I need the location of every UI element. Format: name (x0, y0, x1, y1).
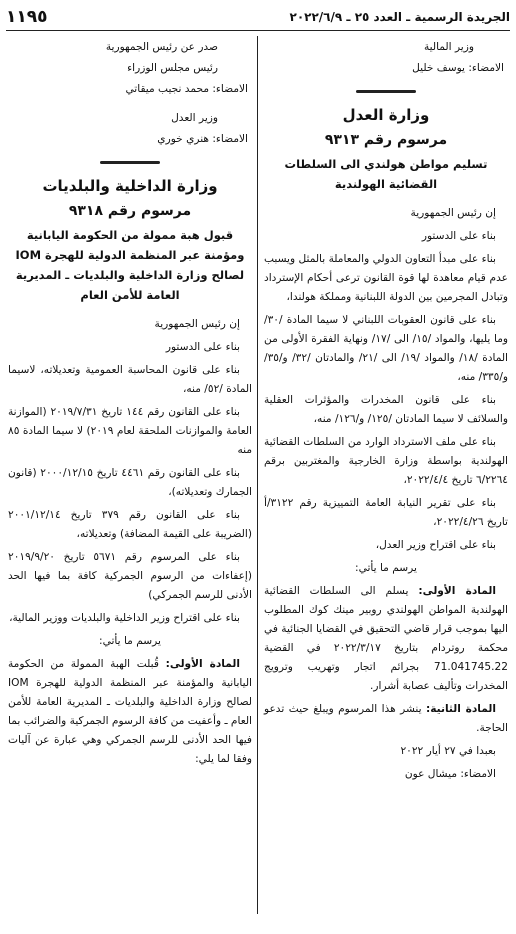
article-title: المادة الأولى: (165, 658, 241, 670)
paragraph: بناء على اقتراح وزير العدل، (375, 539, 496, 551)
article-1 (264, 582, 508, 696)
decree-number: مرسوم رقم ٩٣١٨ (68, 203, 192, 219)
column-divider (257, 36, 258, 914)
paragraph: بناء على الدستور (421, 230, 496, 242)
ministry-heading: وزارة الداخلية والبلديات (42, 177, 218, 195)
decree-subject: تسليم مواطن هولندي الى السلطات القضائية الهولندية (284, 157, 488, 191)
paragraph: بناء على قانون المحاسبة العمومية وتعديلاته، لاسيما المادة /٥٢/ منه، (8, 364, 252, 395)
page-number: ١١٩٥ (6, 7, 48, 27)
ministry-heading: وزارة العدل (342, 106, 430, 124)
issued-by: صدر عن رئيس الجمهورية (105, 41, 218, 53)
minister-title: وزير المالية (423, 41, 474, 53)
section-divider (264, 86, 508, 96)
pm-title: رئيس مجلس الوزراء (127, 62, 218, 74)
justice-minister-signature: الامضاء: هنري خوري (157, 133, 248, 145)
paragraph: بناء على قانون المخدرات والمؤثرات العقلية والسلائف لا سيما المادتان /١٢٥/ و/١٢٦/ منه، (264, 394, 508, 425)
decree-formula: يرسم ما يأتي: (99, 635, 161, 647)
paragraph: إن رئيس الجمهورية (154, 318, 240, 330)
article-text: يسلم الى السلطات القضائية الهولندية المواطن الهولندي روبير مينك كوك المطلوب اليها بموجب قرار قاضي التحقيق في القضايا الجنائية في محكمة روتردام بتاريخ ٢٠٢٢/٣/١٧ في القضية 71.041745.22 بجرائم اتجار وتهريب وترويج المخدرات وتأليف عصابة أشرار. (264, 585, 508, 692)
president-signature: الامضاء: ميشال عون (404, 768, 496, 780)
paragraph: بناء على تقرير النيابة العامة التمييزية رقم ٣١٢٢/أ تاريخ ٢٠٢٢/٤/٢٦، (264, 497, 508, 528)
page-header (6, 4, 510, 31)
section-divider (8, 157, 252, 167)
article-2 (264, 700, 508, 738)
paragraph: إن رئيس الجمهورية (410, 207, 496, 219)
article-1 (8, 655, 252, 769)
paragraph: بناء على المرسوم رقم ٥٦٧١ تاريخ ٢٠١٩/٩/٢٠ (إعفاءات من الرسوم الجمركية كافة بما فيها الحد الأدنى للرسم الجمركي) (8, 551, 252, 601)
decree-subject: قبول هبة ممولة من الحكومة اليابانية ومؤمنة عبر المنظمة الدولية للهجرة IOM لصالح وزارة الداخلية والبلديات ـ المديرية العامة للأمن العام (15, 228, 245, 302)
paragraph: بناء على القانون رقم ٣٧٩ تاريخ ٢٠٠١/١٢/١٤ (الضريبة على القيمة المضافة) وتعديلاته، (8, 509, 252, 540)
article-title: المادة الثانية: (425, 703, 496, 715)
paragraph: بناء على مبدأ التعاون الدولي والمعاملة بالمثل ويسبب عدم قيام معاهدة لها قوة القانون ترعى أحكام الإسترداد وتبادل المجرمين بين الدولة اللبنانية ومملكة هولندا، (264, 253, 508, 303)
decree-date: بعبدا في ٢٧ أيار ٢٠٢٢ (400, 745, 496, 757)
paragraph: بناء على ملف الاسترداد الوارد من السلطات القضائية الهولندية بواسطة وزارة الخارجية والمغتربين برقم ٦/٢٢٦٤ تاريخ ٢٠٢٢/٤/٤، (264, 436, 508, 486)
minister-signature: الامضاء: يوسف خليل (412, 62, 504, 74)
article-text: قُبلت الهبة الممولة من الحكومة اليابانية والمؤمنة عبر المنظمة الدولية للهجرة IOM لصالح وزارة الداخلية والبلديات ـ المديرية العامة للأمن العام ـ وأعفيت من كافة الرسوم الجمركية والضرائب بما فيها الحد الأدنى للرسم الجمركي وهي عبارة عن آليات وفقا لما يلي: (8, 658, 252, 765)
gazette-title: الجريدة الرسمية ـ العدد ٢٥ ـ ٢٠٢٢/٦/٩ (289, 10, 510, 24)
paragraph: بناء على قانون العقوبات اللبناني لا سيما المادة /٣٠/ وما يليها، والمواد /١٥/ الى /١٧/ ونهاية الفقرة الأولى من المادة /١٨/ والمواد /١٩/ الى /٢١/ والمادتان /٣٢/ و/٣٥/ و/٣٣٥/ منه، (264, 314, 509, 383)
justice-minister-title: وزير العدل (171, 112, 218, 124)
article-text: ينشر هذا المرسوم ويبلغ حيث تدعو الحاجة. (264, 703, 508, 734)
right-column (264, 38, 508, 788)
decree-formula: يرسم ما يأتي: (355, 562, 417, 574)
paragraph: بناء على الدستور (165, 341, 240, 353)
article-title: المادة الأولى: (418, 585, 496, 597)
decree-number: مرسوم رقم ٩٣١٣ (324, 132, 448, 148)
left-column (8, 38, 252, 773)
pm-signature: الامضاء: محمد نجيب ميقاتي (125, 83, 248, 95)
paragraph: بناء على اقتراح وزير الداخلية والبلديات ووزير المالية، (9, 612, 240, 624)
paragraph: بناء على القانون رقم ١٤٤ تاريخ ٢٠١٩/٧/٣١ (الموازنة العامة والموازنات الملحقة لعام ٢٠١٩) لا سيما المادة ٨٥ منه (8, 406, 252, 456)
paragraph: بناء على القانون رقم ٤٤٦١ تاريخ ٢٠٠٠/١٢/١٥ (قانون الجمارك وتعديلاته)، (8, 467, 252, 498)
